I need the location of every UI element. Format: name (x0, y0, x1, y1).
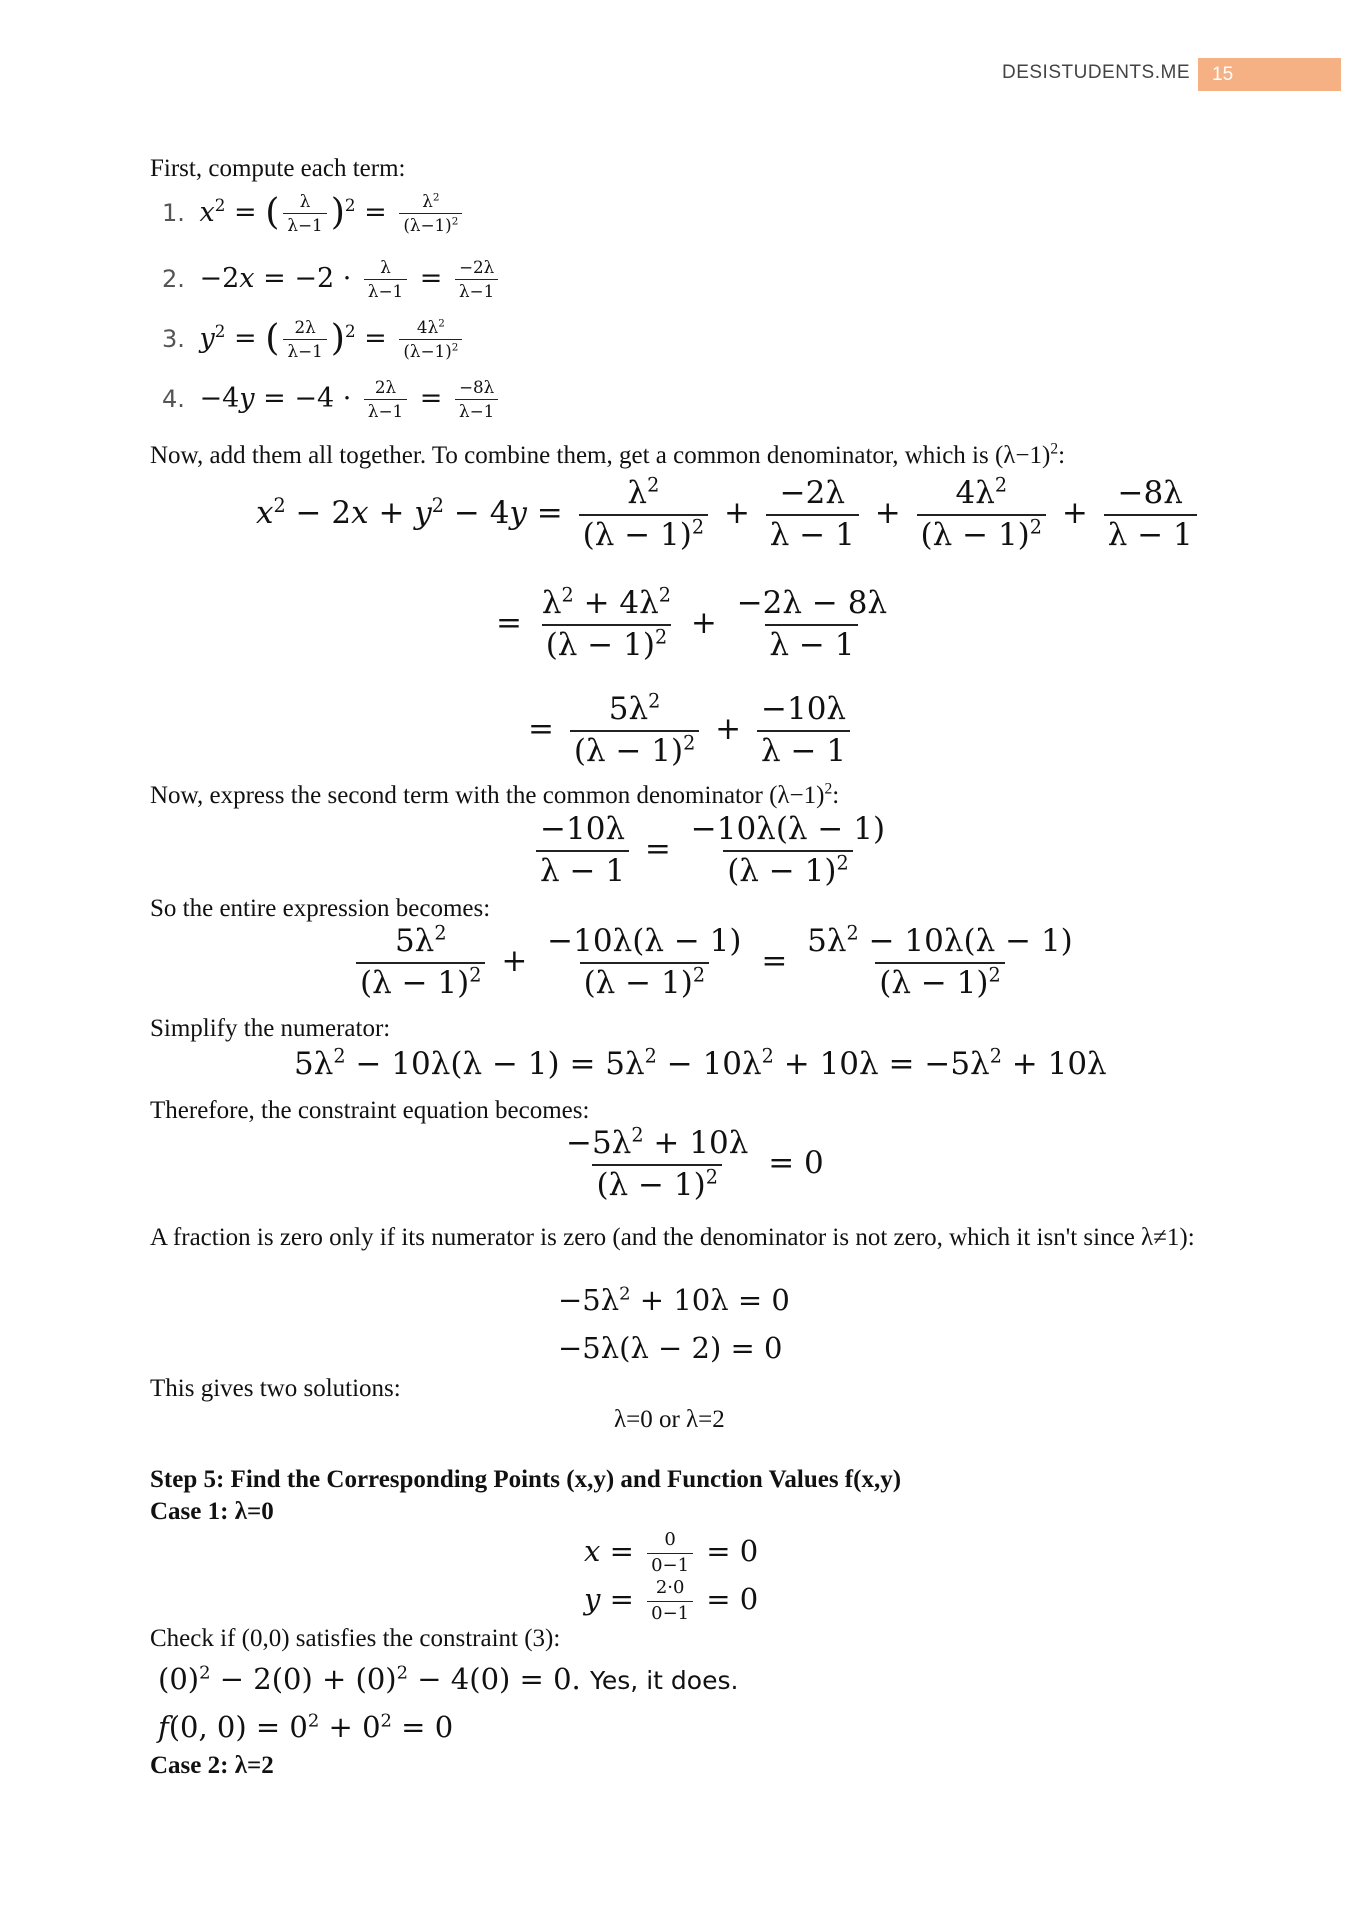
fraction-zero-text: A fraction is zero only if its numerator is zero (and the denominator is not zero, which it isn't since λ≠1): (150, 1224, 1195, 1251)
equation-check: $(0)^2 - 2(0) + (0)^2 - 4(0) = 0$. Yes, it does. (158, 1662, 739, 1696)
equation-sum: $x^2 - 2x + y^2 - 4y$ = $\frac{\lambda^2}{(\lambda - 1)^2}$ + $\frac{-2\lambda}{\lambda - 1}$ + $\frac{4\lambda^2}{(\lambda - 1)^2}$ + $\frac{-8\lambda}{\lambda - 1}$ (256, 476, 1203, 553)
equation-f00: f(0, $0) = 0^2 + 0^2 = 0$ (158, 1710, 454, 1744)
equation-step3: = $\frac{5\lambda^2}{(\lambda - 1)^2}$ + $\frac{-10\lambda}{\lambda - 1}$ (528, 692, 856, 769)
equation-numerator: $5\lambda^2 - 10\lambda(\lambda - 1) = 5\lambda^2 - 10\lambda^2 + 10\lambda = -5\lambda^2 + 10\lambda$ (294, 1044, 1107, 1082)
equation-second-term: $\frac{-10\lambda}{\lambda - 1}$ = $\frac{-10\lambda(\lambda - 1)}{(\lambda - 1)^2}$ (530, 812, 895, 889)
equation-constraint: $\frac{-5\lambda^2 + 10\lambda}{(\lambda - 1)^2}$ = 0 (566, 1123, 824, 1203)
term-1: 1. $x^2$ = ( $\frac{\lambda}{\lambda-1}$ )$^2$ = $\frac{\lambda^2}{(\lambda-1)^2}$ (162, 190, 466, 235)
term-3: 3. $y^2$ = ( $\frac{2\lambda}{\lambda-1}$ )$^2$ = $\frac{4\lambda^2}{(\lambda-1)^2}$ (162, 316, 466, 361)
equation-x-case1: x = $\frac{0}{0-1}$ = 0 (584, 1529, 759, 1576)
two-solutions-text: This gives two solutions: (150, 1375, 401, 1402)
solutions-text: λ=0 or λ=2 (614, 1406, 725, 1433)
equation-zero-2: −5λ(λ − 2) = 0 (558, 1331, 783, 1365)
equation-y-case1: y = $\frac{2\cdot 0}{0-1}$ = 0 (584, 1577, 759, 1624)
entire-expr-text: So the entire expression becomes: (150, 895, 491, 922)
case2-heading: Case 2: λ=2 (150, 1752, 274, 1779)
add-all-text: Now, add them all together. To combine them, get a common denominator, which is $(\lambda-1)^2$: (150, 440, 1066, 469)
simplify-text: Simplify the numerator: (150, 1015, 391, 1042)
case1-heading: Case 1: λ=0 (150, 1498, 274, 1525)
equation-zero-1: $-5\lambda^2 + 10\lambda = 0$ (558, 1283, 790, 1317)
express-second-text: Now, express the second term with the common denominator $(\lambda-1)^2$: (150, 780, 840, 809)
step5-heading: Step 5: Find the Corresponding Points (x,y) and Function Values f(x,y) (150, 1466, 902, 1493)
intro-text: First, compute each term: (150, 155, 406, 182)
page-number: 15 (1198, 58, 1341, 91)
term-4: 4. −4y = −4 · $\frac{2\lambda}{\lambda-1}$ = $\frac{-8\lambda}{\lambda-1}$ (162, 378, 502, 421)
check-text: Check if (0,0) satisfies the constraint (3): (150, 1625, 561, 1652)
therefore-text: Therefore, the constraint equation becomes: (150, 1097, 590, 1124)
equation-entire: $\frac{5\lambda^2}{(\lambda - 1)^2}$ + $\frac{-10\lambda(\lambda - 1)}{(\lambda - 1)^2}$ = $\frac{5\lambda^2 - 10\lambda(\lambda - 1)}{(\lambda - 1)^2}$ (350, 924, 1083, 1001)
header-site-name: DESISTUDENTS.ME (1001, 62, 1190, 83)
equation-step2: = $\frac{\lambda^2 + 4\lambda^2}{(\lambda - 1)^2}$ + $\frac{-2\lambda - 8\lambda}{\lambda - 1}$ (496, 583, 888, 663)
term-2: 2. −2x = −2 · $\frac{\lambda}{\lambda-1}$ = $\frac{-2\lambda}{\lambda-1}$ (162, 258, 502, 301)
